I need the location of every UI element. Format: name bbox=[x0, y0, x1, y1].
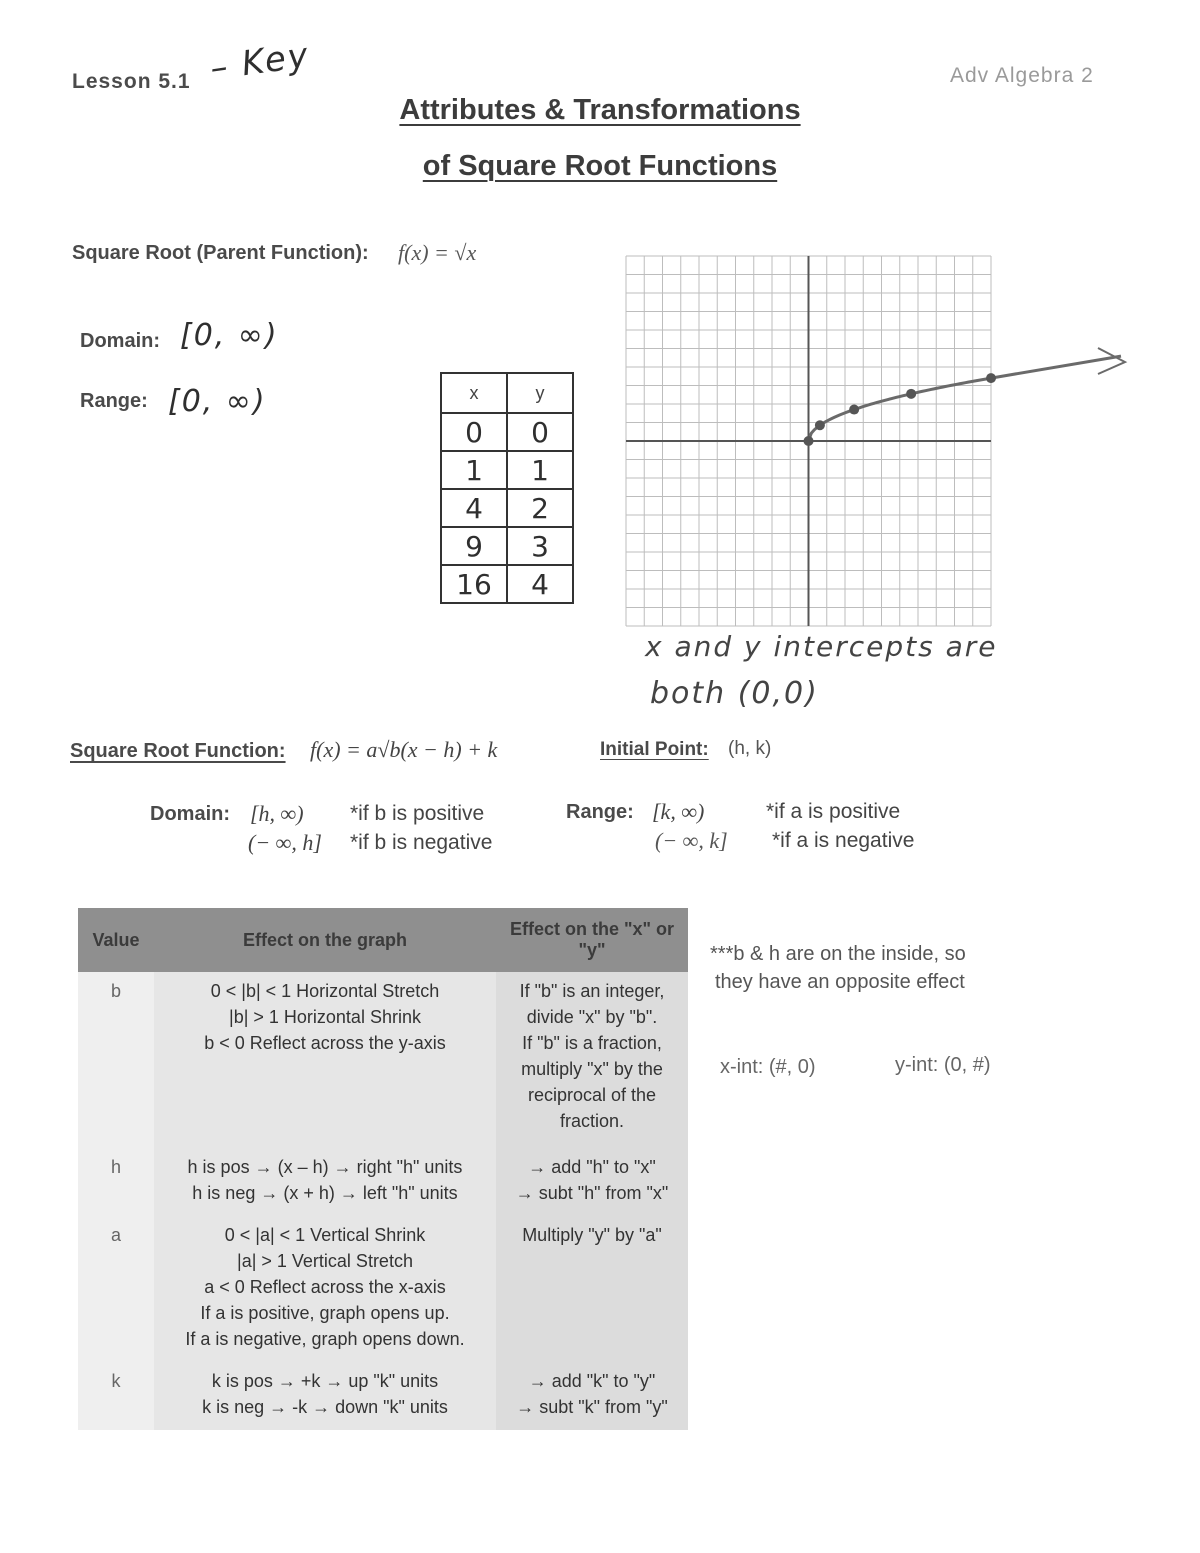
effect-line: 0 < |a| < 1 Vertical Shrink bbox=[224, 1225, 426, 1245]
range-negative-note: *if a is negative bbox=[772, 829, 915, 852]
page-title-line2: of Square Root Functions bbox=[422, 150, 778, 182]
row-value-a: a bbox=[78, 1216, 154, 1362]
general-function-label: Square Root Function: bbox=[70, 740, 286, 762]
domain-positive-note: *if b is positive bbox=[350, 802, 485, 825]
xy-line: reciprocal of the bbox=[527, 1085, 657, 1105]
effect-line: If a is negative, graph opens down. bbox=[185, 1329, 465, 1349]
xy-line: fraction. bbox=[559, 1111, 625, 1131]
row-value-k: k bbox=[78, 1362, 154, 1430]
row-effect-k bbox=[154, 1362, 496, 1430]
data-point bbox=[849, 405, 859, 415]
xy-line: → add "h" to "x" bbox=[528, 1157, 656, 1177]
data-point bbox=[986, 373, 996, 383]
sqrt-curve bbox=[809, 356, 1122, 441]
domain-positive: [h, ∞) bbox=[250, 801, 304, 826]
table-cell: 0 bbox=[441, 413, 507, 451]
row-value-b: b bbox=[78, 972, 154, 1148]
table-cell: 4 bbox=[441, 489, 507, 527]
xy-line: divide "x" by "b". bbox=[526, 1007, 658, 1027]
table-cell: 9 bbox=[441, 527, 507, 565]
general-function-formula: f(x) = a√b(x − h) + k bbox=[310, 737, 498, 762]
transformation-effects-table bbox=[78, 908, 688, 1430]
parent-domain-label: Domain: bbox=[80, 330, 160, 352]
table-row bbox=[78, 972, 688, 1148]
row-xy-a bbox=[496, 1216, 688, 1362]
row-effect-h bbox=[154, 1148, 496, 1216]
effect-line: k is pos → +k → up "k" units bbox=[211, 1371, 439, 1391]
range-positive: [k, ∞) bbox=[652, 799, 705, 824]
row-xy-h bbox=[496, 1148, 688, 1216]
intercept-note-line1: x and y intercepts are bbox=[645, 630, 998, 663]
x-header: x bbox=[441, 373, 507, 413]
effect-line: |b| > 1 Horizontal Shrink bbox=[229, 1007, 421, 1027]
page-title-line1: Attributes & Transformations bbox=[399, 94, 801, 126]
handwritten-key: – Key bbox=[207, 35, 313, 89]
parent-range-value: [0, ∞) bbox=[168, 384, 267, 419]
data-point bbox=[804, 436, 814, 446]
header-effect-graph: Effect on the graph bbox=[154, 908, 496, 972]
intercept-note-line2: both (0,0) bbox=[650, 676, 819, 711]
effect-line: h is pos → (x – h) → right "h" units bbox=[187, 1157, 463, 1177]
y-header: y bbox=[507, 373, 573, 413]
row-effect-b bbox=[154, 972, 496, 1148]
row-value-h: h bbox=[78, 1148, 154, 1216]
general-domain-label: Domain: bbox=[150, 803, 230, 825]
table-cell: 1 bbox=[507, 451, 573, 489]
course-name: Adv Algebra 2 bbox=[950, 64, 1094, 87]
initial-point-label: Initial Point: bbox=[600, 739, 709, 760]
data-point bbox=[906, 389, 916, 399]
effect-line: |a| > 1 Vertical Stretch bbox=[237, 1251, 413, 1271]
parent-domain-value: [0, ∞) bbox=[180, 318, 279, 353]
xy-line: If "b" is a fraction, bbox=[522, 1033, 662, 1053]
row-xy-k bbox=[496, 1362, 688, 1430]
row-xy-b bbox=[496, 972, 688, 1148]
lesson-number: Lesson 5.1 bbox=[72, 70, 191, 93]
inside-note-line1: ***b & h are on the inside, so bbox=[710, 943, 966, 965]
table-cell: 2 bbox=[507, 489, 573, 527]
data-point bbox=[815, 420, 825, 430]
header-value: Value bbox=[78, 908, 154, 972]
range-negative: (− ∞, k] bbox=[655, 828, 728, 853]
table-cell: 16 bbox=[441, 565, 507, 603]
table-row bbox=[78, 1362, 688, 1430]
table-cell: 3 bbox=[507, 527, 573, 565]
table-row bbox=[78, 1148, 688, 1216]
parent-function-label: Square Root (Parent Function): bbox=[72, 242, 369, 264]
effect-line: a < 0 Reflect across the x-axis bbox=[204, 1277, 446, 1297]
table-cell: 0 bbox=[507, 413, 573, 451]
effect-line: 0 < |b| < 1 Horizontal Stretch bbox=[210, 981, 440, 1001]
range-positive-note: *if a is positive bbox=[766, 800, 901, 823]
x-intercept-note: x-int: (#, 0) bbox=[720, 1056, 816, 1078]
xy-line: Multiply "y" by "a" bbox=[522, 1225, 662, 1245]
parent-function-formula: f(x) = √x bbox=[398, 240, 477, 265]
inside-note-line2: they have an opposite effect bbox=[715, 971, 965, 993]
table-row bbox=[78, 1216, 688, 1362]
xy-line: If "b" is an integer, bbox=[519, 981, 665, 1001]
effect-line: If a is positive, graph opens up. bbox=[200, 1303, 450, 1323]
parent-range-label: Range: bbox=[80, 390, 148, 412]
effect-line: k is neg → -k → down "k" units bbox=[202, 1397, 448, 1417]
xy-value-table bbox=[440, 372, 574, 604]
initial-point-value: (h, k) bbox=[728, 738, 772, 759]
y-intercept-note: y-int: (0, #) bbox=[895, 1054, 991, 1076]
effect-line: b < 0 Reflect across the y-axis bbox=[204, 1033, 446, 1053]
domain-negative: (− ∞, h] bbox=[248, 830, 322, 855]
table-cell: 1 bbox=[441, 451, 507, 489]
xy-line: multiply "x" by the bbox=[521, 1059, 663, 1079]
xy-line: → subt "h" from "x" bbox=[515, 1183, 669, 1203]
general-range-label: Range: bbox=[566, 801, 634, 823]
table-cell: 4 bbox=[507, 565, 573, 603]
row-effect-a bbox=[154, 1216, 496, 1362]
curve-arrowhead bbox=[1098, 348, 1125, 374]
effect-line: h is neg → (x + h) → left "h" units bbox=[192, 1183, 458, 1203]
coordinate-graph bbox=[620, 250, 1140, 640]
header-effect-xy: Effect on the "x" or "y" bbox=[496, 908, 688, 972]
xy-line: → add "k" to "y" bbox=[528, 1371, 656, 1391]
domain-negative-note: *if b is negative bbox=[350, 831, 493, 854]
xy-line: → subt "k" from "y" bbox=[516, 1397, 668, 1417]
